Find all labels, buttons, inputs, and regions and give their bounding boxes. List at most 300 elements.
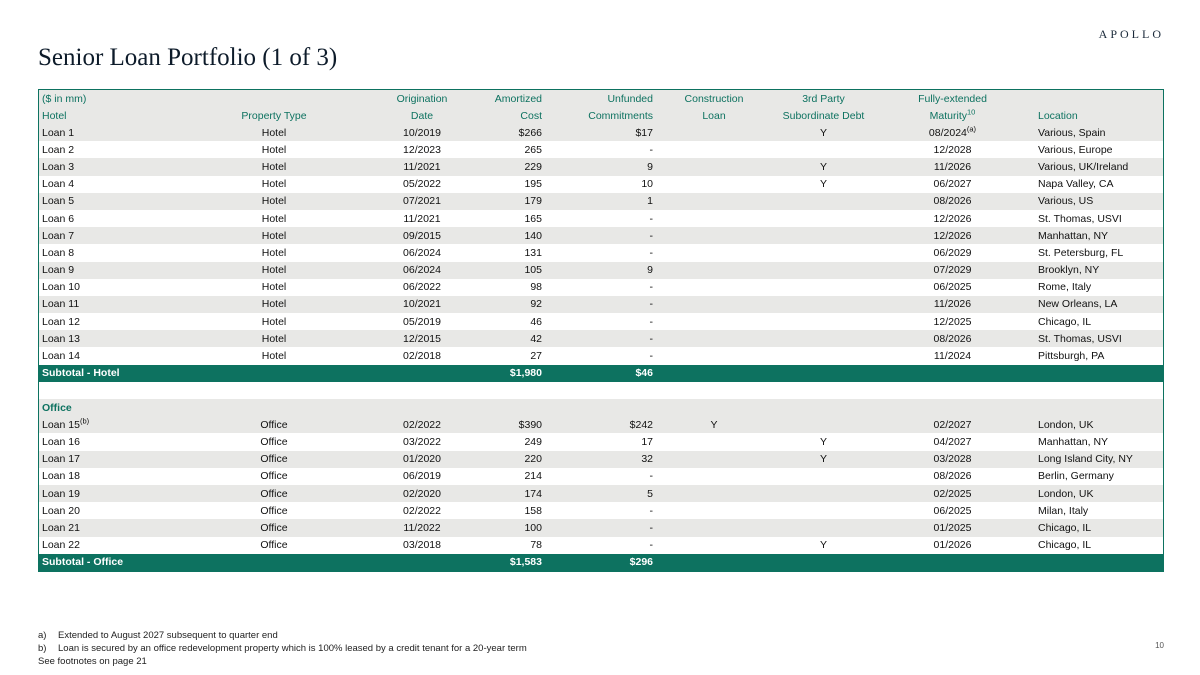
table-row — [39, 347, 1163, 364]
loan-name-text: Loan 10 — [42, 281, 80, 294]
origination-date — [361, 210, 483, 227]
loan-name-text: Loan 22 — [42, 539, 80, 552]
amortized-cost — [483, 451, 549, 468]
amortized-cost — [483, 485, 549, 502]
location-text: Chicago, IL — [1038, 521, 1092, 534]
origination-date — [361, 485, 483, 502]
origination-date-text: 06/2022 — [403, 281, 441, 294]
location-text: Long Island City, NY — [1038, 453, 1133, 466]
third-party-debt — [762, 313, 885, 330]
apollo-logo: APOLLO — [1098, 27, 1164, 41]
amortized-cost — [483, 176, 549, 193]
origination-date-text: 11/2021 — [403, 160, 441, 173]
maturity-date-text: 12/2025 — [933, 315, 972, 328]
footnote-ref: (b) — [79, 416, 90, 426]
location-text: Various, UK/Ireland — [1038, 160, 1129, 173]
maturity-date — [885, 468, 1020, 485]
loan-name — [39, 124, 187, 141]
origination-date — [361, 537, 483, 554]
unfunded-commitments — [549, 416, 666, 433]
amortized-cost — [483, 296, 549, 313]
property-type — [187, 296, 361, 313]
origination-date — [361, 262, 483, 279]
footnote-text: Loan is secured by an office redevelopment property which is 100% leased by a credit tenant for a 20-year term — [58, 643, 527, 654]
footnotes — [38, 629, 527, 668]
loan-name — [39, 193, 187, 210]
loan-name — [39, 502, 187, 519]
origination-date — [361, 279, 483, 296]
origination-date-text: 05/2022 — [403, 178, 441, 191]
unfunded-commitments — [549, 330, 666, 347]
loan-name-text: Loan 18 — [42, 470, 80, 483]
maturity-date-text: 06/2029 — [933, 246, 972, 259]
table-row — [39, 262, 1163, 279]
amortized-cost-text: 214 — [524, 470, 542, 483]
amortized-cost-text: 98 — [530, 281, 542, 294]
third-party-debt — [762, 296, 885, 313]
maturity-date — [885, 244, 1020, 261]
origination-date — [361, 433, 483, 450]
unfunded-commitments-text: - — [649, 143, 653, 156]
property-type — [187, 330, 361, 347]
maturity-date — [885, 347, 1020, 364]
unfunded-commitments — [549, 124, 666, 141]
property-type-text: Hotel — [261, 298, 287, 311]
maturity-date-text: 08/2026 — [933, 470, 972, 483]
location — [1020, 519, 1163, 536]
loan-name-text: Loan 14 — [42, 350, 80, 363]
third-party-debt — [762, 433, 885, 450]
table-row — [39, 124, 1163, 141]
property-type-text: Office — [260, 453, 288, 466]
maturity-date — [885, 210, 1020, 227]
senior-loan-table — [39, 90, 1163, 571]
amortized-cost-text: $390 — [518, 418, 542, 431]
third-party-debt — [762, 141, 885, 158]
property-type-text: Hotel — [261, 264, 287, 277]
spacer-row — [39, 382, 1163, 399]
header-origination-top: Origination — [396, 92, 448, 105]
origination-date-text: 03/2022 — [403, 435, 441, 448]
origination-date — [361, 451, 483, 468]
loan-name-text: Loan 7 — [42, 229, 75, 242]
location — [1020, 176, 1163, 193]
amortized-cost-text: 46 — [530, 315, 542, 328]
location-text: London, UK — [1038, 487, 1094, 500]
maturity-date — [885, 485, 1020, 502]
maturity-date-text: 08/2026 — [933, 195, 972, 208]
property-type-text: Hotel — [261, 315, 287, 328]
unfunded-commitments-text: 10 — [641, 178, 653, 191]
property-type — [187, 468, 361, 485]
location — [1020, 244, 1163, 261]
third-party-debt — [762, 176, 885, 193]
property-type — [187, 485, 361, 502]
location-text: Chicago, IL — [1038, 315, 1092, 328]
construction-loan — [666, 279, 762, 296]
maturity-date-text: 06/2025 — [933, 504, 972, 517]
construction-loan — [666, 468, 762, 485]
maturity-date — [885, 176, 1020, 193]
loan-name — [39, 296, 187, 313]
origination-date — [361, 158, 483, 175]
maturity-date-text: 11/2026 — [933, 298, 972, 311]
unfunded-commitments-text: - — [649, 229, 653, 242]
table-row — [39, 519, 1163, 536]
amortized-cost — [483, 124, 549, 141]
maturity-date — [885, 519, 1020, 536]
loan-name — [39, 176, 187, 193]
property-type-text: Hotel — [261, 143, 287, 156]
location-text: Various, Spain — [1038, 126, 1106, 139]
unfunded-commitments — [549, 193, 666, 210]
table-row — [39, 244, 1163, 261]
amortized-cost — [483, 158, 549, 175]
unfunded-commitments-text: $242 — [629, 418, 653, 431]
maturity-date — [885, 502, 1020, 519]
header-location: Location — [1038, 109, 1078, 122]
property-type — [187, 279, 361, 296]
location-text: St. Thomas, USVI — [1038, 332, 1122, 345]
amortized-cost-text: 140 — [524, 229, 542, 242]
origination-date-text: 06/2024 — [403, 246, 441, 259]
maturity-date — [885, 433, 1020, 450]
unfunded-commitments-text: - — [649, 332, 653, 345]
loan-name — [39, 313, 187, 330]
header-row-1 — [39, 90, 1163, 107]
unfunded-commitments-text: 1 — [647, 195, 653, 208]
unfunded-commitments-text: - — [649, 298, 653, 311]
loan-name-text: Loan 16 — [42, 435, 80, 448]
maturity-date-text: 08/2026 — [933, 332, 972, 345]
amortized-cost-text: 229 — [524, 160, 542, 173]
maturity-date-text: 12/2026 — [933, 229, 972, 242]
subtotal-label: Subtotal - Hotel — [42, 367, 120, 380]
footnote-text: Extended to August 2027 subsequent to quarter end — [58, 630, 278, 641]
unfunded-commitments-text: - — [649, 539, 653, 552]
location — [1020, 416, 1163, 433]
property-type-text: Hotel — [261, 281, 287, 294]
origination-date-text: 10/2021 — [403, 298, 441, 311]
location-text: New Orleans, LA — [1038, 298, 1118, 311]
construction-loan — [666, 347, 762, 364]
unfunded-commitments-text: - — [649, 212, 653, 225]
table-row — [39, 416, 1163, 433]
location-text: Berlin, Germany — [1038, 470, 1114, 483]
origination-date-text: 07/2021 — [403, 195, 441, 208]
maturity-date — [885, 141, 1020, 158]
construction-loan — [666, 519, 762, 536]
third-party-debt — [762, 279, 885, 296]
amortized-cost-text: 265 — [524, 143, 542, 156]
table-row — [39, 451, 1163, 468]
unfunded-commitments — [549, 279, 666, 296]
loan-name-text: Loan 3 — [42, 160, 75, 173]
loan-name-text: Loan 8 — [42, 246, 75, 259]
unfunded-commitments — [549, 537, 666, 554]
footnote-mark: b) — [38, 643, 47, 654]
property-type-text: Office — [260, 470, 288, 483]
table-row — [39, 210, 1163, 227]
amortized-cost — [483, 330, 549, 347]
property-type-text: Office — [260, 521, 288, 534]
unfunded-commitments — [549, 451, 666, 468]
unfunded-commitments — [549, 244, 666, 261]
amortized-cost-text: 92 — [530, 298, 542, 311]
footnote-mark: a) — [38, 630, 47, 641]
maturity-date-text: 01/2026 — [933, 539, 972, 552]
origination-date-text: 01/2020 — [403, 453, 441, 466]
construction-loan — [666, 262, 762, 279]
office-subtotal-row — [39, 554, 1163, 571]
unfunded-commitments-text: - — [649, 246, 653, 259]
loan-name — [39, 330, 187, 347]
location — [1020, 124, 1163, 141]
location-text: Brooklyn, NY — [1038, 264, 1100, 277]
origination-date-text: 12/2023 — [403, 143, 441, 156]
location — [1020, 502, 1163, 519]
third-party-debt-text: Y — [819, 178, 827, 191]
amortized-cost-text: 42 — [530, 332, 542, 345]
property-type — [187, 244, 361, 261]
amortized-cost — [483, 502, 549, 519]
maturity-date-text: 01/2025 — [933, 521, 972, 534]
see-footnotes-note: See footnotes on page 21 — [38, 656, 147, 667]
office-subtotal-group — [39, 554, 1163, 571]
property-type-text: Office — [260, 435, 288, 448]
location-text: Chicago, IL — [1038, 539, 1092, 552]
table-row — [39, 330, 1163, 347]
unfunded-commitments — [549, 262, 666, 279]
location-text: St. Petersburg, FL — [1038, 246, 1124, 259]
property-type — [187, 313, 361, 330]
maturity-date — [885, 158, 1020, 175]
amortized-cost-text: 100 — [524, 521, 542, 534]
maturity-date — [885, 296, 1020, 313]
construction-loan — [666, 210, 762, 227]
unfunded-commitments-text: - — [649, 315, 653, 328]
unfunded-commitments — [549, 141, 666, 158]
loan-name — [39, 347, 187, 364]
footnote-ref: (a) — [966, 124, 977, 134]
amortized-cost-text: 78 — [530, 539, 542, 552]
property-type — [187, 176, 361, 193]
maturity-date-text: 02/2027 — [933, 418, 972, 431]
header-location-top — [1020, 90, 1163, 107]
header-type-top — [187, 90, 361, 107]
maturity-date-text: 02/2025 — [933, 487, 972, 500]
location — [1020, 158, 1163, 175]
header-maturity-footnote: 10 — [967, 107, 976, 116]
loan-name-text: Loan 4 — [42, 178, 75, 191]
location — [1020, 141, 1163, 158]
origination-date — [361, 347, 483, 364]
table-row — [39, 468, 1163, 485]
table-row — [39, 313, 1163, 330]
maturity-date-text: 12/2028 — [933, 143, 972, 156]
table-row — [39, 279, 1163, 296]
header-construction-top: Construction — [684, 92, 744, 105]
origination-date-text: 11/2022 — [403, 521, 441, 534]
location — [1020, 210, 1163, 227]
maturity-date — [885, 416, 1020, 433]
amortized-cost-text: 158 — [524, 504, 542, 517]
location-text: Rome, Italy — [1038, 281, 1092, 294]
location-text: St. Thomas, USVI — [1038, 212, 1122, 225]
third-party-debt-text: Y — [819, 126, 827, 139]
maturity-date — [885, 262, 1020, 279]
property-type-text: Office — [260, 418, 288, 431]
loan-name-text: Loan 19 — [42, 487, 80, 500]
table-row — [39, 158, 1163, 175]
loan-name — [39, 227, 187, 244]
origination-date — [361, 176, 483, 193]
header-subordinate-debt: Subordinate Debt — [782, 109, 865, 122]
third-party-debt — [762, 537, 885, 554]
location — [1020, 313, 1163, 330]
origination-date — [361, 244, 483, 261]
third-party-debt — [762, 210, 885, 227]
location-text: Napa Valley, CA — [1038, 178, 1114, 191]
header-third-party-top: 3rd Party — [802, 92, 845, 105]
loan-name-text: Loan 6 — [42, 212, 75, 225]
property-type-text: Office — [260, 504, 288, 517]
amortized-cost-text: 249 — [524, 435, 542, 448]
header-maturity-top: Fully-extended — [918, 92, 987, 105]
construction-loan — [666, 244, 762, 261]
third-party-debt-text: Y — [819, 453, 827, 466]
maturity-date-text: 06/2025 — [933, 281, 972, 294]
amortized-cost-text: 174 — [524, 487, 542, 500]
construction-loan — [666, 227, 762, 244]
subtotal-blank — [361, 365, 483, 382]
location — [1020, 468, 1163, 485]
unfunded-commitments-text: 32 — [641, 453, 653, 466]
third-party-debt — [762, 347, 885, 364]
header-hotel: Hotel — [42, 109, 67, 122]
unfunded-commitments — [549, 519, 666, 536]
table-row — [39, 227, 1163, 244]
unfunded-commitments-text: - — [649, 470, 653, 483]
location-text: Various, Europe — [1038, 143, 1113, 156]
location — [1020, 347, 1163, 364]
header-cost-top: Amortized — [494, 92, 542, 105]
unfunded-commitments-text: 9 — [647, 160, 653, 173]
property-type — [187, 537, 361, 554]
loan-name-text: Loan 12 — [42, 315, 80, 328]
amortized-cost — [483, 433, 549, 450]
origination-date-text: 03/2018 — [403, 539, 441, 552]
third-party-debt — [762, 485, 885, 502]
property-type-text: Hotel — [261, 160, 287, 173]
location — [1020, 296, 1163, 313]
subtotal-blank — [666, 554, 1163, 571]
amortized-cost — [483, 210, 549, 227]
loan-name — [39, 537, 187, 554]
origination-date-text: 02/2020 — [403, 487, 441, 500]
footnote-a — [38, 629, 527, 642]
construction-loan — [666, 193, 762, 210]
office-section-row — [39, 399, 1163, 416]
table-row — [39, 193, 1163, 210]
amortized-cost — [483, 347, 549, 364]
loan-name — [39, 158, 187, 175]
unfunded-commitments — [549, 502, 666, 519]
origination-date — [361, 227, 483, 244]
header-property-type: Property Type — [241, 109, 307, 122]
header-units: ($ in mm) — [42, 92, 87, 105]
origination-date-text: 06/2024 — [403, 264, 441, 277]
maturity-date-text: 03/2028 — [933, 453, 972, 466]
amortized-cost-text: 179 — [524, 195, 542, 208]
subtotal-unfunded: $296 — [629, 556, 653, 569]
origination-date — [361, 330, 483, 347]
origination-date — [361, 141, 483, 158]
unfunded-commitments — [549, 227, 666, 244]
third-party-debt — [762, 416, 885, 433]
property-type — [187, 416, 361, 433]
maturity-date — [885, 193, 1020, 210]
loan-name — [39, 262, 187, 279]
property-type — [187, 347, 361, 364]
unfunded-commitments — [549, 296, 666, 313]
amortized-cost — [483, 519, 549, 536]
construction-loan — [666, 124, 762, 141]
table-row — [39, 296, 1163, 313]
loan-name — [39, 279, 187, 296]
maturity-date — [885, 313, 1020, 330]
property-type — [187, 519, 361, 536]
office-rows — [39, 416, 1163, 554]
loan-name — [39, 141, 187, 158]
location — [1020, 193, 1163, 210]
property-type — [187, 124, 361, 141]
maturity-date-text: 04/2027 — [933, 435, 972, 448]
third-party-debt — [762, 468, 885, 485]
location — [1020, 227, 1163, 244]
unfunded-commitments-text: - — [649, 350, 653, 363]
location — [1020, 433, 1163, 450]
origination-date — [361, 468, 483, 485]
header-unfunded-top: Unfunded — [607, 92, 653, 105]
construction-loan — [666, 313, 762, 330]
maturity-date-text: 12/2026 — [933, 212, 972, 225]
loan-name-text: Loan 2 — [42, 143, 75, 156]
origination-date-text: 10/2019 — [403, 126, 441, 139]
header-maturity — [885, 107, 1020, 124]
origination-date-text: 02/2022 — [403, 418, 441, 431]
origination-date-text: 02/2022 — [403, 504, 441, 517]
amortized-cost-text: 27 — [530, 350, 542, 363]
third-party-debt-text: Y — [819, 539, 827, 552]
page-number: 10 — [1155, 641, 1164, 650]
amortized-cost — [483, 227, 549, 244]
header-cost: Cost — [520, 109, 542, 122]
amortized-cost — [483, 193, 549, 210]
construction-loan — [666, 158, 762, 175]
table-row — [39, 502, 1163, 519]
unfunded-commitments-text: 17 — [641, 435, 653, 448]
unfunded-commitments — [549, 347, 666, 364]
construction-loan — [666, 330, 762, 347]
property-type-text: Hotel — [261, 332, 287, 345]
unfunded-commitments — [549, 210, 666, 227]
maturity-date — [885, 124, 1020, 141]
third-party-debt — [762, 262, 885, 279]
origination-date-text: 12/2015 — [403, 332, 441, 345]
third-party-debt — [762, 158, 885, 175]
amortized-cost-text: 131 — [524, 246, 542, 259]
